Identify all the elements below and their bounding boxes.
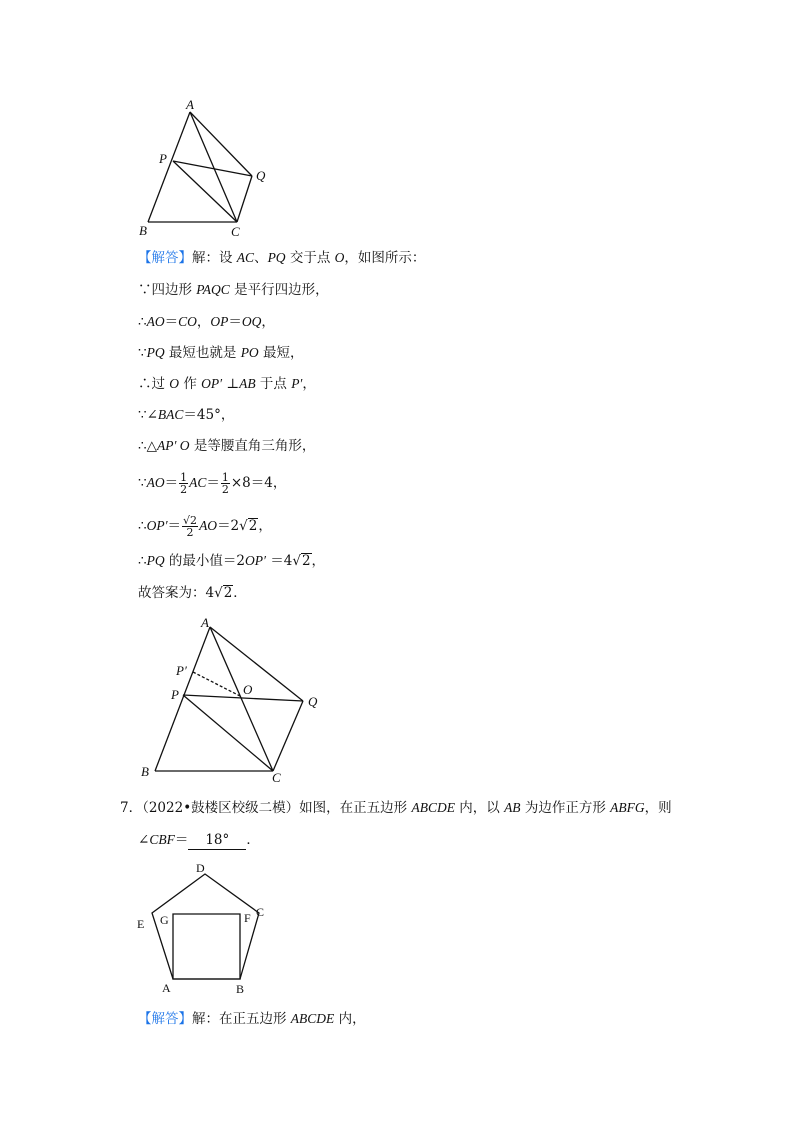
label-e: E bbox=[137, 917, 145, 931]
fraction-one-half: $\frac{1}{2}$ bbox=[180, 471, 188, 496]
label-a: A bbox=[162, 981, 171, 995]
solution-line-8: ∴OP′＝ $\frac{√2}{2}$ AO＝2√2， bbox=[138, 514, 272, 539]
label-c: C bbox=[272, 770, 281, 785]
segment-ab bbox=[148, 112, 190, 222]
question-number: 7． bbox=[120, 800, 143, 816]
solution-line-1: ∵四边形 PAQC 是平行四边形， bbox=[138, 282, 329, 298]
answer-blank: 18° bbox=[188, 831, 246, 850]
segment-ab bbox=[155, 627, 210, 771]
label-a: A bbox=[201, 615, 209, 630]
label-p-prime: P′ bbox=[176, 663, 187, 678]
figure-parallelogram-with-o bbox=[135, 610, 335, 785]
label-g: G bbox=[160, 913, 169, 927]
label-p: P bbox=[171, 687, 179, 702]
answer-tag: 【解答】 bbox=[138, 1011, 192, 1027]
solution-line-9: ∴PQ 的最小值＝2OP′ ＝4√2， bbox=[138, 553, 326, 569]
fraction-root2-over-2: $\frac{√2}{2}$ bbox=[183, 514, 198, 539]
segment-qc bbox=[273, 701, 303, 771]
label-q: Q bbox=[256, 168, 266, 183]
segment-ac bbox=[190, 112, 237, 222]
segment-pc bbox=[183, 695, 273, 771]
label-d: D bbox=[196, 861, 205, 875]
solution-line-3: ∵PQ 最短也就是 PO 最短， bbox=[138, 345, 304, 361]
solution-line-4: ∴过 O 作 OP′ ⊥AB 于点 P′， bbox=[138, 376, 316, 392]
question-7: 7．（2022•鼓楼区校级二模）如图，在正五边形 ABCDE 内，以 AB 为边作正方形 ABFG，则 bbox=[120, 800, 672, 816]
solution-answer: 故答案为：4√2． bbox=[138, 585, 247, 601]
solution-line-7: ∵AO＝ $\frac{1}{2}$ AC＝ $\frac{1}{2}$ ×8＝4， bbox=[138, 471, 287, 496]
solution-line-2: ∴AO＝CO，OP＝OQ， bbox=[138, 314, 275, 330]
fraction-one-half: $\frac{1}{2}$ bbox=[221, 471, 229, 496]
figure-parallelogram-small bbox=[135, 95, 285, 240]
question-7-blank: ∠CBF＝ 18° ． bbox=[138, 832, 260, 848]
label-b: B bbox=[236, 982, 245, 996]
figure-pentagon-square bbox=[135, 858, 275, 998]
answer-tag: 【解答】 bbox=[138, 250, 192, 266]
segment-op-prime-dashed bbox=[193, 672, 240, 696]
label-c: C bbox=[231, 224, 240, 239]
solution-intro: 【解答】解：设 AC、PQ 交于点 O，如图所示： bbox=[138, 250, 426, 266]
label-b: B bbox=[141, 764, 149, 779]
solution-line-6: ∴△AP′ O 是等腰直角三角形， bbox=[138, 438, 316, 454]
label-b: B bbox=[139, 223, 147, 238]
solution-line-5: ∵∠BAC＝45°， bbox=[138, 407, 235, 423]
segment-aq bbox=[210, 627, 303, 701]
square-abfg bbox=[173, 914, 240, 979]
solution-7-intro: 【解答】解：在正五边形 ABCDE 内， bbox=[138, 1011, 366, 1027]
segment-qc bbox=[237, 176, 252, 222]
label-q: Q bbox=[308, 694, 318, 709]
label-a: A bbox=[186, 97, 194, 112]
label-c: C bbox=[256, 905, 265, 919]
label-f: F bbox=[244, 911, 251, 925]
segment-pc bbox=[173, 161, 237, 222]
label-o: O bbox=[243, 682, 253, 697]
label-p: P bbox=[159, 151, 167, 166]
